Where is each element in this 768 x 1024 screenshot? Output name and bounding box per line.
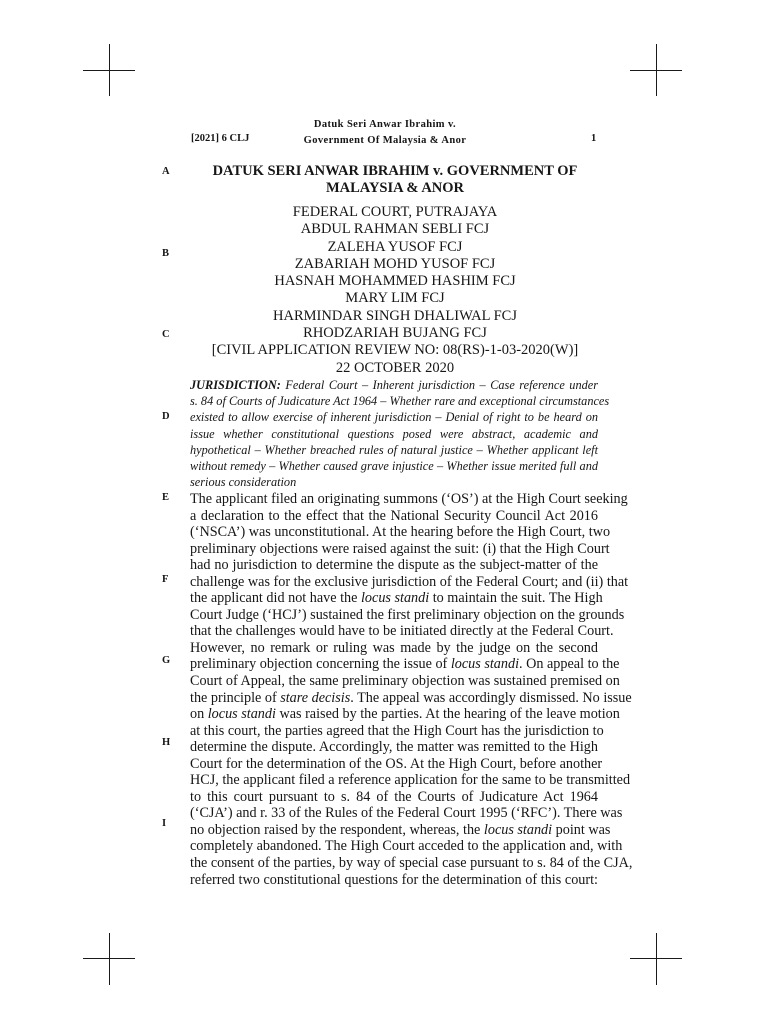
body-text: the applicant did not have the <box>190 590 358 607</box>
court-name: FEDERAL COURT, PUTRAJAYA <box>292 204 498 220</box>
crop-mark <box>109 933 110 985</box>
page-number: 1 <box>591 133 597 144</box>
body-line: However, no remark or ruling was made by the judge on the second <box>190 639 598 656</box>
body-text: . On appeal to the <box>519 656 620 673</box>
body-line <box>190 590 603 607</box>
judge-name: HASNAH MOHAMMED HASHIM FCJ <box>274 273 516 290</box>
body-line <box>190 689 632 707</box>
body-line: the consent of the parties, by way of special case pursuant to s. 84 of the CJA, <box>190 855 633 872</box>
margin-letter: F <box>162 574 169 585</box>
court-info <box>192 204 598 377</box>
crop-mark <box>630 958 682 959</box>
body-line: Court for the determination of the OS. At the High Court, before another <box>190 755 603 772</box>
crop-mark <box>83 958 135 959</box>
body-line: completely abandoned. The High Court acceded to the application and, with <box>190 838 623 855</box>
body-line: challenge was for the exclusive jurisdiction of the Federal Court; and (ii) that <box>190 573 629 590</box>
crop-mark <box>656 933 657 985</box>
body-line: that the challenges would have to be initiated directly at the Federal Court. <box>190 623 614 640</box>
case-title-line: MALAYSIA & ANOR <box>325 180 465 196</box>
body-text: no objection raised by the respondent, whereas, the <box>190 821 481 838</box>
body-line: HCJ, the applicant filed a reference application for the same to be transmitted <box>190 772 631 789</box>
body-line: (‘CJA’) and r. 33 of the Rules of the Federal Court 1995 (‘RFC’). There was <box>190 805 623 822</box>
body-text: . The appeal was accordingly dismissed. No issue <box>350 689 632 706</box>
catchwords-text: Federal Court – Inherent jurisdiction – Case reference under <box>285 378 598 392</box>
body-text: to maintain the suit. The High <box>432 590 603 607</box>
judge-name: ABDUL RAHMAN SEBLI FCJ <box>300 221 490 238</box>
judge-name: MARY LIM FCJ <box>345 290 445 307</box>
case-number: [CIVIL APPLICATION REVIEW NO: 08(RS)-1-03-2020(W)] <box>211 342 579 359</box>
judge-name: ZALEHA YUSOF FCJ <box>327 238 463 255</box>
body-text: was raised by the parties. At the hearing of the leave motion <box>279 706 620 723</box>
latin-term: locus standi <box>207 706 276 723</box>
body-line: Court of Appeal, the same preliminary objection was sustained premised on <box>190 673 620 690</box>
latin-term: stare decisis <box>280 689 351 706</box>
catchwords-line: issue whether constitutional questions posed were abstract, academic and <box>190 426 598 441</box>
judge-name: HARMINDAR SINGH DHALIWAL FCJ <box>273 307 517 324</box>
latin-term: locus standi <box>483 821 553 838</box>
margin-letter: A <box>162 166 170 177</box>
margin-letter: I <box>162 818 167 829</box>
running-head-line: Government Of Malaysia & Anor <box>303 135 467 146</box>
headnote-body <box>190 491 633 888</box>
body-line: The applicant filed an originating summons (‘OS’) at the High Court seeking <box>190 491 628 507</box>
body-line: referred two constitutional questions for the determination of this court: <box>190 871 598 888</box>
catchwords <box>190 377 610 490</box>
body-text: point was <box>555 821 611 838</box>
body-text: on <box>190 706 205 723</box>
body-line: Court Judge (‘HCJ’) sustained the first preliminary objection on the grounds <box>190 606 625 623</box>
catchwords-line: existed to allow exercise of inherent jurisdiction – Denial of right to be heard on <box>190 410 598 425</box>
body-line: preliminary objections were raised against the suit: (i) that the High Court <box>190 540 610 557</box>
body-line <box>190 821 611 839</box>
latin-term: locus standi <box>450 656 520 673</box>
catchwords-line: serious consideration <box>190 475 297 490</box>
catchwords-line: s. 84 of Courts of Judicature Act 1964 – Whether rare and exceptional circumstances <box>190 394 610 409</box>
body-line: a declaration to the effect that the National Security Council Act 2016 <box>190 507 598 524</box>
catchwords-heading: JURISDICTION: <box>190 378 281 392</box>
running-head-line: Datuk Seri Anwar Ibrahim v. <box>313 119 457 130</box>
body-line: determine the dispute. Accordingly, the matter was remitted to the High <box>190 739 598 756</box>
running-head <box>240 117 530 149</box>
body-line <box>190 656 620 673</box>
body-line <box>190 706 620 723</box>
crop-mark <box>630 70 682 71</box>
catchwords-line <box>190 377 598 393</box>
decision-date: 22 OCTOBER 2020 <box>335 359 455 376</box>
margin-letter: B <box>162 248 170 259</box>
body-text: the principle of <box>190 689 277 706</box>
body-line: (‘NSCA’) was unconstitutional. At the hearing before the High Court, two <box>190 524 611 541</box>
body-line: to this court pursuant to s. 84 of the Courts of Judicature Act 1964 <box>190 788 598 805</box>
judge-name: ZABARIAH MOHD YUSOF FCJ <box>294 255 496 272</box>
margin-letter: C <box>162 329 170 340</box>
citation: [2021] 6 CLJ <box>191 133 250 144</box>
case-title-line: DATUK SERI ANWAR IBRAHIM v. GOVERNMENT OF <box>212 163 578 179</box>
margin-letter: E <box>162 492 170 503</box>
margin-letter: D <box>162 411 170 422</box>
crop-mark <box>83 70 135 71</box>
case-title <box>192 163 598 197</box>
catchwords-line: hypothetical – Whether breached rules of natural justice – Whether applicant left <box>190 442 598 457</box>
body-text: preliminary objection concerning the issue of <box>190 656 448 673</box>
judge-name: RHODZARIAH BUJANG FCJ <box>303 325 487 342</box>
margin-letter: H <box>162 737 171 748</box>
latin-term: locus standi <box>360 590 430 607</box>
catchwords-line: without remedy – Whether caused grave injustice – Whether issue merited full and <box>190 459 598 474</box>
body-line: at this court, the parties agreed that the High Court has the jurisdiction to <box>190 722 604 739</box>
margin-letter: G <box>162 655 171 666</box>
body-line: had no jurisdiction to determine the dispute as the subject-matter of the <box>190 557 598 574</box>
